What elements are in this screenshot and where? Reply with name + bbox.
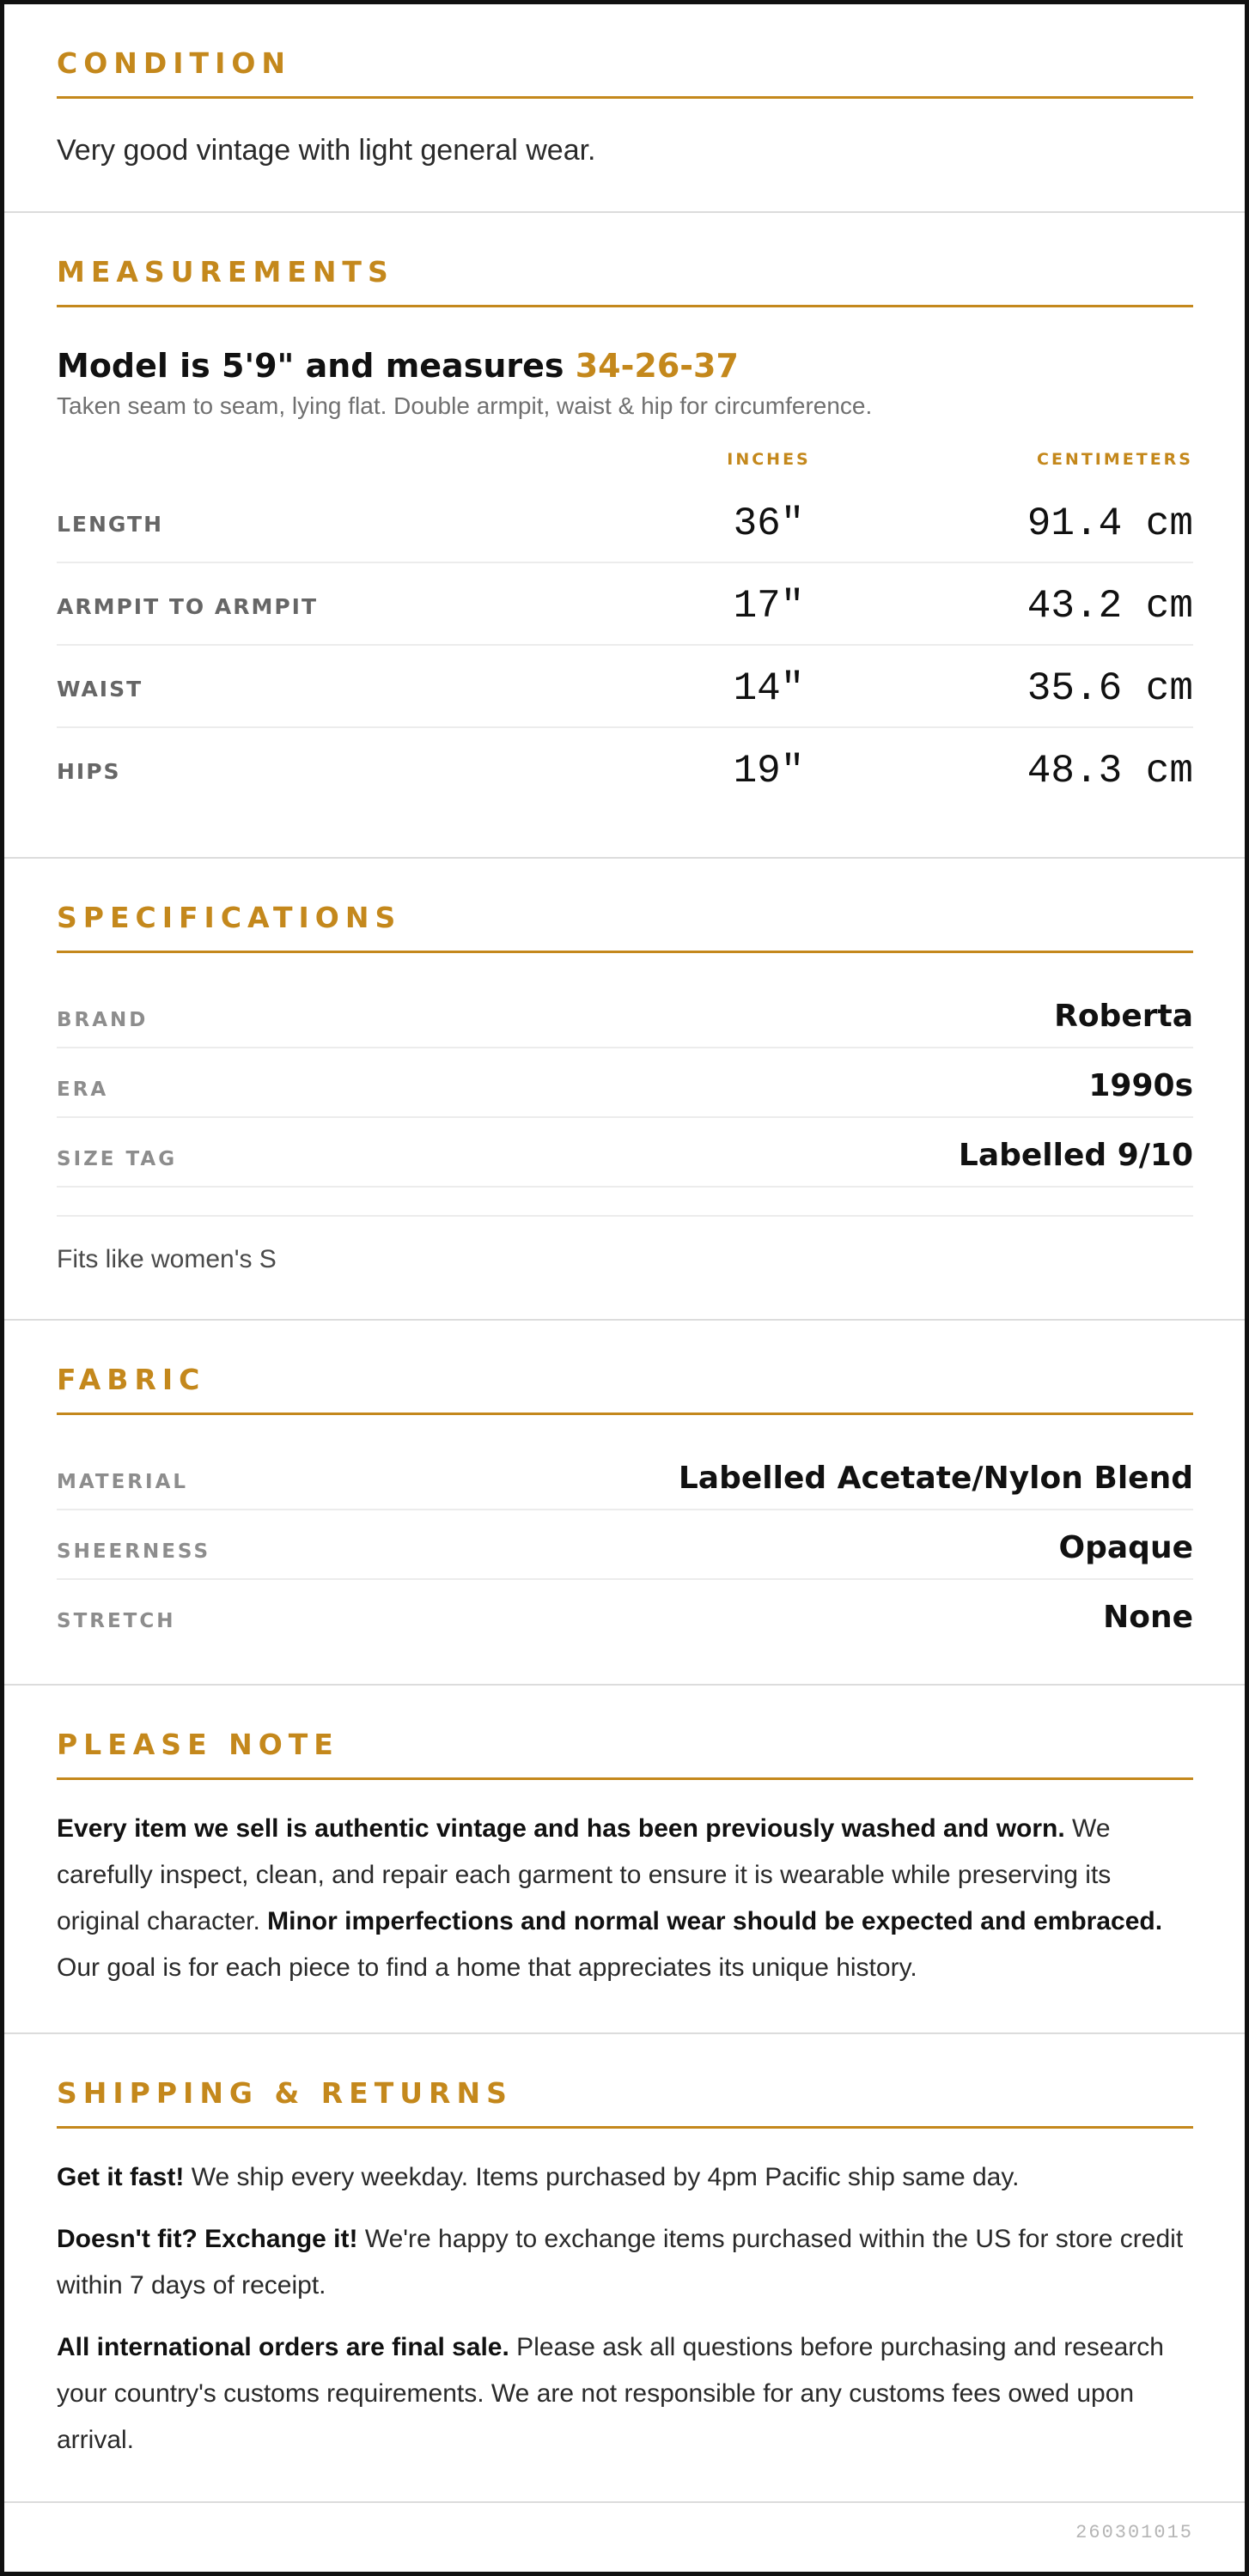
fit-note: Fits like women's S xyxy=(57,1215,1193,1277)
fabric-heading: FABRIC xyxy=(57,1365,1193,1415)
table-row xyxy=(57,563,1193,646)
table-row xyxy=(57,646,1193,728)
measurement-label: LENGTH xyxy=(57,512,163,537)
measurement-label: HIPS xyxy=(57,759,121,784)
table-row xyxy=(57,481,1193,563)
spec-value: 1990s xyxy=(1088,1068,1193,1103)
spec-value: Labelled 9/10 xyxy=(958,1138,1193,1173)
fabric-key: STRETCH xyxy=(57,1610,176,1632)
measurement-label: ARMPIT TO ARMPIT xyxy=(57,594,319,619)
please-note-text xyxy=(57,1806,1193,1991)
list-item xyxy=(57,1580,1193,1649)
centimeters-column-header: CENTIMETERS xyxy=(1037,450,1193,469)
condition-text: Very good vintage with light general wear. xyxy=(57,134,596,167)
please-note-heading: PLEASE NOTE xyxy=(57,1730,1193,1780)
inches-column-header: INCHES xyxy=(727,450,811,469)
shipping-bold-lead: Get it fast! xyxy=(57,2163,185,2191)
measurements-section xyxy=(4,213,1245,859)
shipping-text: We ship every weekday. Items purchased by 4pm Pacific ship same day. xyxy=(184,2163,1020,2191)
measurement-cm: 91.4 cm xyxy=(1027,501,1193,546)
note-body-text: We carefully inspect, clean, and repair each garment to ensure it is wearable while preserving its original character. xyxy=(57,1814,1112,1935)
fabric-key: MATERIAL xyxy=(57,1471,189,1493)
exchange-paragraph xyxy=(57,2216,1193,2309)
exchange-bold-lead: Doesn't fit? Exchange it! xyxy=(57,2225,358,2253)
specifications-heading: SPECIFICATIONS xyxy=(57,903,1193,953)
list-item xyxy=(57,1048,1193,1118)
note-bold-statement: Minor imperfections and normal wear should be expected and embraced. xyxy=(267,1907,1163,1935)
measurement-label: WAIST xyxy=(57,677,143,702)
spec-key: BRAND xyxy=(57,1009,149,1031)
spec-value: Roberta xyxy=(1054,999,1193,1034)
condition-section xyxy=(4,4,1245,213)
fabric-section xyxy=(4,1321,1245,1686)
measurement-cm: 35.6 cm xyxy=(1027,666,1193,711)
international-text: Please ask all questions before purchasing and research your country's customs requirements. We are not responsible for any customs fees owed upon arrival. xyxy=(57,2333,1164,2454)
shipping-paragraph xyxy=(57,2154,1193,2201)
list-item xyxy=(57,979,1193,1048)
please-note-section xyxy=(4,1686,1245,2034)
spec-key: ERA xyxy=(57,1078,109,1101)
measurement-inches: 14" xyxy=(733,666,805,711)
measurement-cm: 48.3 cm xyxy=(1027,749,1193,793)
measurement-cm: 43.2 cm xyxy=(1027,584,1193,629)
list-item xyxy=(57,1441,1193,1510)
fabric-key: SHEERNESS xyxy=(57,1540,211,1563)
measurements-heading: MEASUREMENTS xyxy=(57,258,1193,307)
international-paragraph xyxy=(57,2324,1193,2464)
shipping-returns-heading: SHIPPING & RETURNS xyxy=(57,2079,1193,2129)
fabric-list xyxy=(57,1441,1193,1649)
exchange-text: We're happy to exchange items purchased within the US for store credit within 7 days of receipt. xyxy=(57,2225,1184,2300)
note-bold-statement: Every item we sell is authentic vintage and has been previously washed and worn. xyxy=(57,1814,1065,1843)
measurement-inches: 19" xyxy=(733,749,805,793)
list-item xyxy=(57,1510,1193,1580)
measurements-table xyxy=(57,481,1193,811)
model-measurements-prefix: Model is 5'9" and measures xyxy=(57,347,576,385)
list-item xyxy=(57,1118,1193,1188)
condition-heading: CONDITION xyxy=(57,49,1193,99)
measurement-inches: 36" xyxy=(733,501,805,546)
measurements-subtitle: Taken seam to seam, lying flat. Double armpit, waist & hip for circumference. xyxy=(57,392,873,419)
measurement-inches: 17" xyxy=(733,584,805,629)
table-row xyxy=(57,728,1193,811)
note-body-text: Our goal is for each piece to find a home that appreciates its unique history. xyxy=(57,1953,917,1982)
footer xyxy=(4,2503,1245,2575)
specifications-section xyxy=(4,859,1245,1321)
fabric-value: Opaque xyxy=(1058,1530,1193,1565)
fabric-value: Labelled Acetate/Nylon Blend xyxy=(678,1461,1193,1496)
product-code: 260301015 xyxy=(1075,2522,1193,2543)
shipping-returns-section xyxy=(4,2034,1245,2503)
model-measurements-values: 34-26-37 xyxy=(575,347,739,385)
specifications-list xyxy=(57,979,1193,1188)
spec-key: SIZE TAG xyxy=(57,1148,178,1170)
fabric-value: None xyxy=(1103,1600,1193,1635)
measurements-table-header xyxy=(57,421,1193,481)
international-bold-lead: All international orders are final sale. xyxy=(57,2333,509,2361)
model-measurements xyxy=(57,345,1193,386)
